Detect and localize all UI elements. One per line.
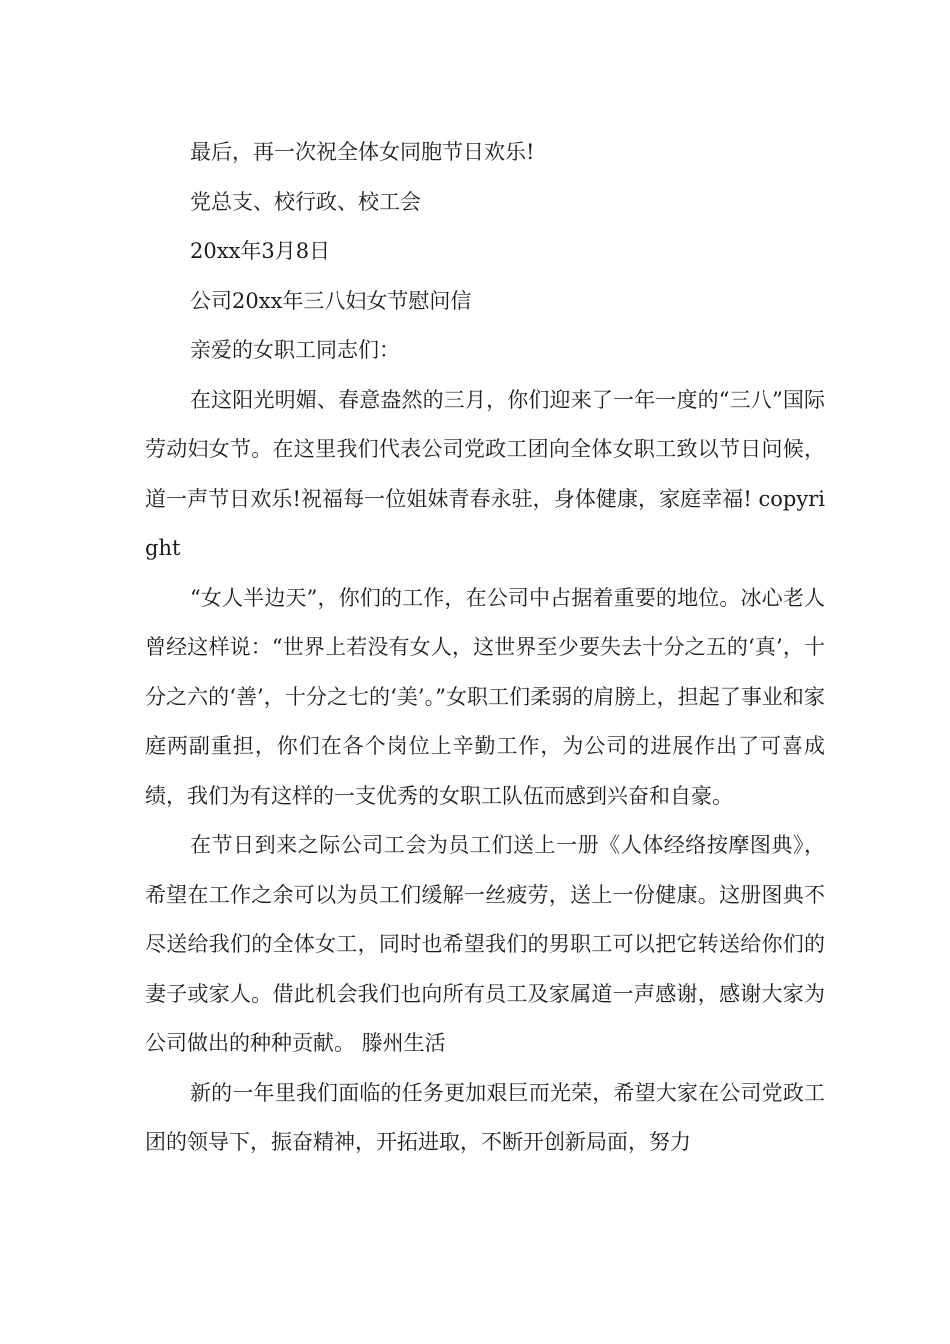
salutation: 亲爱的女职工同志们： bbox=[190, 338, 400, 362]
body-paragraph: “女人半边天”，你们的工作，在公司中占据着重要的地位。冰心老人曾经这样说：“世界上若没有女人，这世界至少要失去十分之五的‘真’，十分之六的‘善’，十分之七的‘美’。”女职工们柔弱的肩膀上，担起了事业和家庭两副重担，你们在各个岗位上辛勤工作，为公司的进展作出了可喜成绩，我们为有这样的一支优秀的女职工队伍而感到兴奋和自豪。 bbox=[145, 585, 825, 808]
body-paragraph: 在节日到来之际公司工会为员工们送上一册《人体经络按摩图典》，希望在工作之余可以为员工们缓解一丝疲劳，送上一份健康。这册图典不尽送给我们的全体女工，同时也希望我们的男职工可以把它转送给你们的妻子或家人。借此机会我们也向所有员工及家属道一声感谢，感谢大家为公司做出的种种贡献。 滕州生活 bbox=[145, 833, 825, 1055]
document-body bbox=[145, 128, 825, 1168]
letter-title: 公司20xx年三八妇女节慰问信 bbox=[190, 288, 472, 313]
date-line: 20xx年3月8日 bbox=[190, 239, 331, 263]
body-paragraph: 在这阳光明媚、春意盎然的三月，你们迎来了一年一度的“三八”国际劳动妇女节。在这里我们代表公司党政工团向全体女职工致以节日问候，道一声节日欢乐!祝福每一位姐妹青春永驻，身体健康，家庭幸福! copyright bbox=[145, 387, 825, 560]
signatory: 党总支、校行政、校工会 bbox=[190, 189, 421, 214]
closing-wish: 最后，再一次祝全体女同胞节日欢乐! bbox=[190, 140, 535, 164]
body-paragraph: 新的一年里我们面临的任务更加艰巨而光荣，希望大家在公司党政工团的领导下，振奋精神，开拓进取，不断开创新局面，努力 bbox=[145, 1080, 825, 1154]
